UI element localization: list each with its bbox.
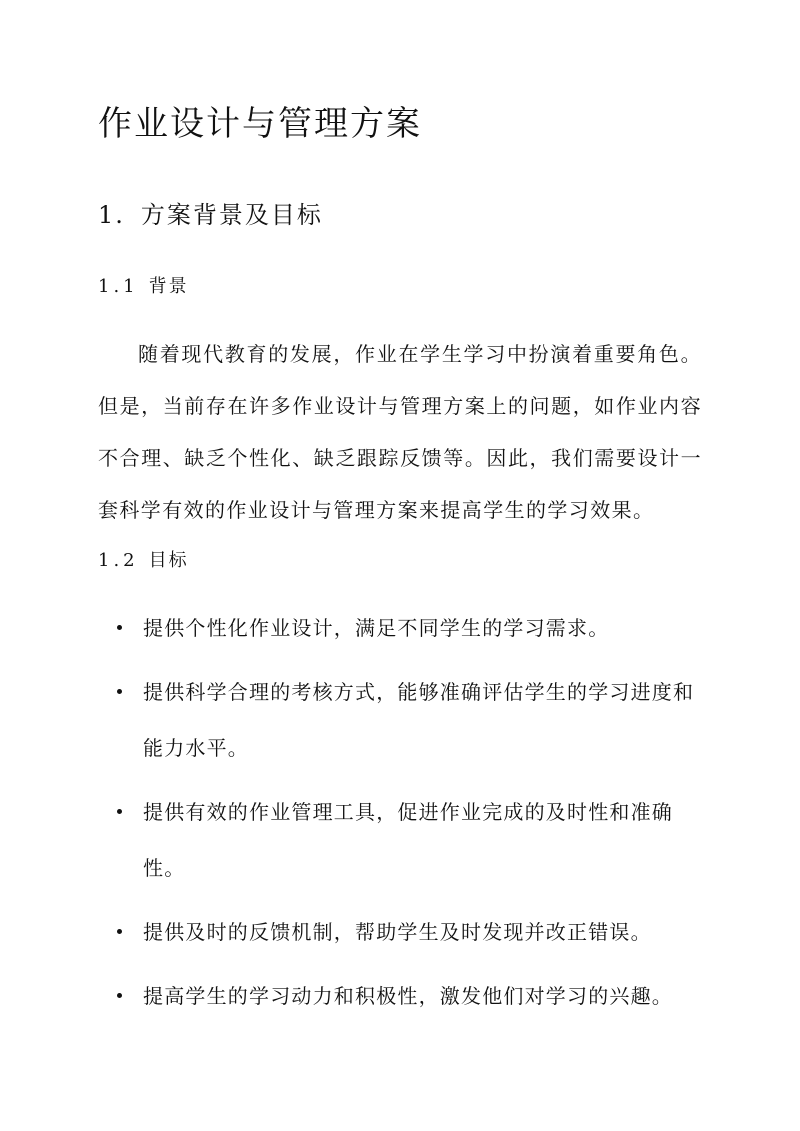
list-item-text: 提供及时的反馈机制，帮助学生及时发现并改正错误。 — [143, 920, 652, 944]
list-item — [115, 784, 705, 896]
list-item-text: 提供科学合理的考核方式，能够准确评估学生的学习进度和能力水平。 — [143, 680, 695, 760]
bullet-dot-icon — [117, 625, 122, 630]
subsection-1-2-title: 目标 — [148, 550, 189, 571]
section-1-heading — [98, 195, 323, 230]
list-item — [115, 664, 705, 776]
subsection-1-2-heading — [98, 546, 189, 572]
section-1-title: 方案背景及目标 — [140, 201, 323, 229]
list-item-text: 提供个性化作业设计，满足不同学生的学习需求。 — [143, 616, 610, 640]
document-title: 作业设计与管理方案 — [98, 104, 422, 144]
bullet-dot-icon — [117, 689, 122, 694]
list-item — [115, 600, 705, 656]
list-item-text: 提高学生的学习动力和积极性，激发他们对学习的兴趣。 — [143, 984, 673, 1008]
goals-list — [115, 600, 705, 1032]
section-1-number: 1. — [98, 201, 125, 229]
subsection-1-1-number: 1.1 — [98, 276, 139, 297]
list-item — [115, 904, 705, 960]
bullet-dot-icon — [117, 929, 122, 934]
subsection-1-1-title: 背景 — [148, 276, 189, 297]
background-paragraph: 随着现代教育的发展，作业在学生学习中扮演着重要角色。但是，当前存在许多作业设计与管理方案上的问题，如作业内容不合理、缺乏个性化、缺乏跟踪反馈等。因此，我们需要设计一套科学有效的作业设计与管理方案来提高学生的学习效果。 — [98, 342, 702, 522]
subsection-1-2-number: 1.2 — [98, 550, 139, 571]
list-item — [115, 968, 705, 1024]
list-item-text: 提供有效的作业管理工具，促进作业完成的及时性和准确性。 — [143, 800, 673, 880]
bullet-dot-icon — [117, 809, 122, 814]
bullet-dot-icon — [117, 993, 122, 998]
subsection-1-1-heading — [98, 272, 189, 298]
